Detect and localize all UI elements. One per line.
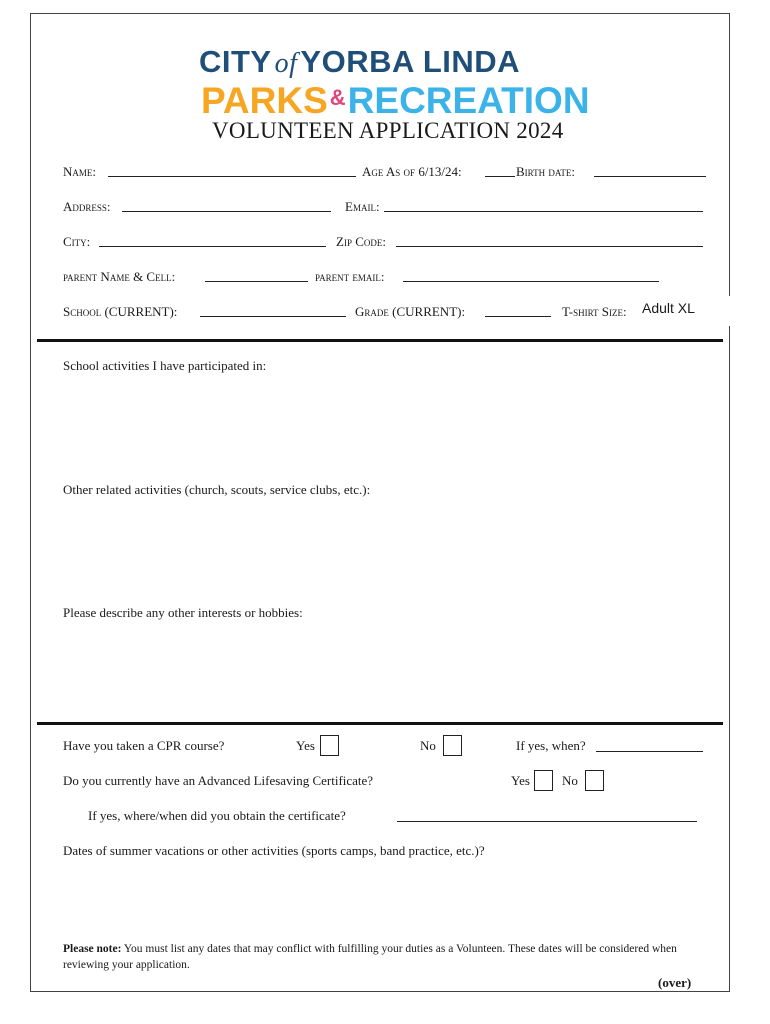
age-field[interactable] xyxy=(485,176,515,177)
vacations-question: Dates of summer vacations or other activities (sports camps, band practice, etc.)? xyxy=(63,843,485,858)
lifesaving-question: Do you currently have an Advanced Lifesaving Certificate? xyxy=(63,773,374,788)
form-title: VOLUNTEEN APPLICATION 2024 xyxy=(212,118,564,143)
cpr-question: Have you taken a CPR course? xyxy=(63,738,225,753)
grade-label: Grade (CURRENT): xyxy=(355,304,466,319)
age-label: Age As of 6/13/24: xyxy=(362,164,462,179)
interests-label: Please describe any other interests or hobbies: xyxy=(63,605,303,620)
other-activities-label: Other related activities (church, scouts, service clubs, etc.): xyxy=(63,482,371,497)
email-label: Email: xyxy=(345,199,380,214)
lifesaving-yes-checkbox[interactable] xyxy=(534,770,553,791)
tshirt-label: T-shirt Size: xyxy=(562,304,627,319)
school-field[interactable] xyxy=(200,316,346,317)
cpr-no-label: No xyxy=(420,738,436,753)
over-label: (over) xyxy=(658,975,692,990)
note-text: Please note: You must list any dates that may conflict with fulfilling your duties as a Volunteen. These dates will be considered when reviewing your application. xyxy=(63,943,677,971)
email-field[interactable] xyxy=(384,211,703,212)
logo-city-line: CITY ofYORBA LINDA xyxy=(199,44,521,79)
lifesaving-yes-label: Yes xyxy=(511,773,530,788)
lifesaving-where-label: If yes, where/when did you obtain the certificate? xyxy=(88,808,346,823)
city-field[interactable] xyxy=(99,246,326,247)
parent-name-field[interactable] xyxy=(205,281,308,282)
parent-email-field[interactable] xyxy=(403,281,659,282)
section-divider-bottom xyxy=(37,722,723,725)
zip-field[interactable] xyxy=(396,246,703,247)
parent-email-label: parent email: xyxy=(315,269,385,284)
address-field[interactable] xyxy=(122,211,331,212)
cpr-when-field[interactable] xyxy=(596,751,703,752)
address-label: Address: xyxy=(63,199,111,214)
lifesaving-where-field[interactable] xyxy=(397,821,697,822)
logo-parks-line: PARKS&RECREATION xyxy=(201,80,590,121)
zip-label: Zip Code: xyxy=(336,234,386,249)
birth-date-label: Birth date: xyxy=(516,164,575,179)
school-activities-label: School activities I have participated in: xyxy=(63,358,267,373)
tshirt-value[interactable]: Adult XL xyxy=(642,300,695,316)
section-divider-top xyxy=(37,339,723,342)
lifesaving-no-label: No xyxy=(562,773,578,788)
grade-field[interactable] xyxy=(485,316,551,317)
cpr-yes-checkbox[interactable] xyxy=(320,735,339,756)
name-label: Name: xyxy=(63,164,96,179)
lifesaving-no-checkbox[interactable] xyxy=(585,770,604,791)
city-label: City: xyxy=(63,234,91,249)
cpr-yes-label: Yes xyxy=(296,738,315,753)
parent-name-label: parent Name & Cell: xyxy=(63,269,176,284)
cpr-no-checkbox[interactable] xyxy=(443,735,462,756)
birth-date-field[interactable] xyxy=(594,176,706,177)
cpr-when-label: If yes, when? xyxy=(516,738,586,753)
school-label: School (CURRENT): xyxy=(63,304,178,319)
page-edge-patch xyxy=(712,296,732,326)
name-field[interactable] xyxy=(108,176,356,177)
